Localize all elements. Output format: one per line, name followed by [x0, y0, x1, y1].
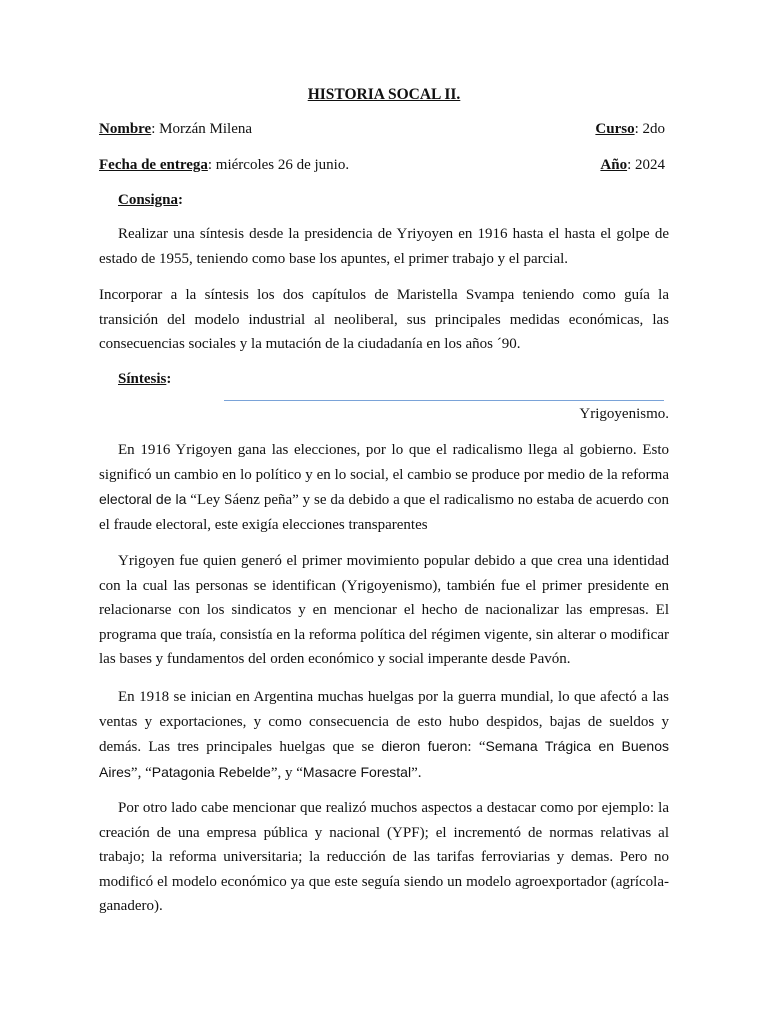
body-paragraph-3: En 1918 se inician en Argentina muchas huelgas por la guerra mundial, lo que afectó a las ventas y exportaciones, y como consecuencia de esto hubo despidos, bajas de sueldos y demás. Las tres principales huelgas que se dieron fueron: “Semana Trágica en Buenos Aires”, “Patagonia Rebelde”, y “Masacre Forestal”. — [99, 689, 670, 781]
anio-value: 2024 — [635, 157, 665, 173]
section-title: Yrigoyenismo. — [579, 406, 669, 422]
curso-value: 2do — [642, 121, 665, 137]
consigna-heading: Consigna: — [118, 192, 184, 208]
body-paragraph-1: En 1916 Yrigoyen gana las elecciones, por lo que el radicalismo llega al gobierno. Esto significó un cambio en lo político y en lo social, el cambio se produce por medio de la reforma electoral de la “Ley Sáenz peña” y se da debido a que el radicalismo no estaba de acuerdo con el fraude electoral, este exigía elecciones transparentes — [99, 442, 670, 533]
body-paragraph-2: Yrigoyen fue quien generó el primer movimiento popular debido a que crea una identidad con la cual las personas se identifican (Yrigoyenismo), también fue el primer presidente en relacionarse con los sindicatos y en mencionar el hecho de nacionalizar las empresas. El programa que traía, consistía en la reforma política del régimen vigente, sin alterar o modificar las bases y fundamentos del orden económico y social imperante desde Pavón. — [99, 553, 669, 667]
fecha-value: miércoles 26 de junio. — [215, 157, 350, 173]
nombre-curso-row — [99, 121, 665, 138]
curso-field: Curso: 2do — [595, 121, 665, 137]
consigna-paragraph-2: Incorporar a la síntesis los dos capítulos de Maristella Svampa teniendo como guía la transición del modelo industrial al neoliberal, sus principales medidas económicas, las consecuencias sociales y la mutación de la ciudadanía en los años ´90. — [99, 287, 669, 352]
document-title: HISTORIA SOCAL II. — [307, 86, 461, 103]
anio-label: Año — [600, 157, 628, 173]
curso-label: Curso — [595, 121, 635, 137]
fecha-label: Fecha de entrega — [99, 157, 208, 173]
section-separator — [224, 400, 664, 401]
nombre-field: Nombre: Morzán Milena — [99, 121, 253, 137]
anio-field: Año: 2024 — [600, 157, 665, 173]
body-paragraph-4: Por otro lado cabe mencionar que realizó muchos aspectos a destacar como por ejemplo: la creación de una empresa pública y nacional (YPF); el incrementó de normas relativas al trabajo; la reforma universitaria; la reducción de las tarifas ferroviarias y demas. Pero no modificó el modelo económico ya que este seguía siendo un modelo agroexportador (agrícola- ganadero). — [99, 800, 669, 914]
sintesis-heading: Síntesis: — [118, 371, 172, 387]
nombre-value: Morzán Milena — [159, 121, 253, 137]
nombre-label: Nombre — [99, 121, 152, 137]
consigna-paragraph-1: Realizar una síntesis desde la presidencia de Yriyoyen en 1916 hasta el hasta el golpe de estado de 1955, teniendo como base los apuntes, el primer trabajo y el parcial. — [99, 226, 669, 267]
fecha-field: Fecha de entrega: miércoles 26 de junio. — [99, 157, 350, 173]
fecha-anio-row — [99, 157, 665, 174]
